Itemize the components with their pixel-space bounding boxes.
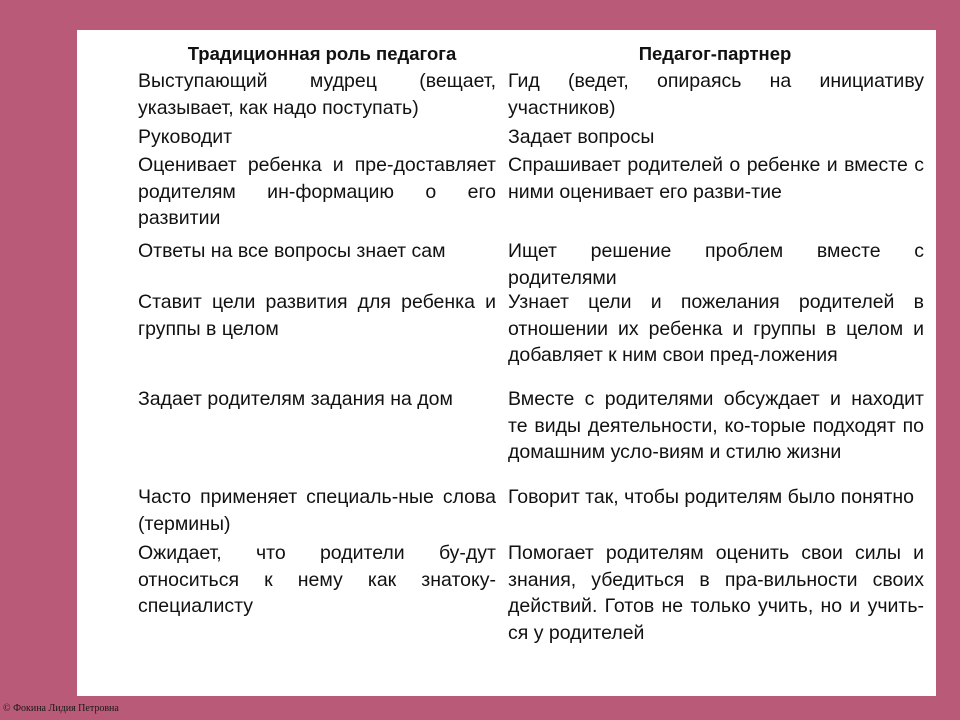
table-row [138, 238, 924, 289]
table-row [138, 289, 924, 386]
traditional-cell: Ожидает, что родители бу-дут относиться к нему как знатоку-специалисту [138, 542, 496, 617]
table-row [138, 152, 924, 238]
table-row [138, 386, 924, 484]
traditional-cell: Ставит цели развития для ребенка и группы в целом [138, 291, 496, 340]
traditional-cell: Оценивает ребенка и пре-доставляет родителям ин-формацию о его развитии [138, 154, 496, 229]
copyright-note: © Фокина Лидия Петровна [3, 703, 119, 714]
partner-cell: Говорит так, чтобы родителям было понятно [508, 486, 914, 508]
table-row [138, 484, 924, 540]
traditional-cell: Руководит [138, 126, 233, 148]
traditional-cell: Задает родителям задания на дом [138, 388, 453, 410]
partner-cell: Вместе с родителями обсуждает и находит те виды деятельности, ко-торые подходят по домашним усло-виям и стилю жизни [508, 388, 924, 463]
partner-cell: Помогает родителям оценить свои силы и знания, убедиться в пра-вильности своих действий. Готов не только учить, но и учить-ся у родителей [508, 542, 924, 644]
table-row [138, 124, 924, 152]
partner-cell: Узнает цели и пожелания родителей в отношении их ребенка и группы в целом и добавляет к ним свои пред-ложения [508, 291, 924, 366]
comparison-table [138, 40, 924, 644]
header-traditional-role: Традиционная роль педагога [187, 43, 457, 64]
header-partner-role: Педагог-партнер [638, 43, 792, 64]
traditional-cell: Часто применяет специаль-ные слова (термины) [138, 486, 496, 535]
partner-cell: Ищет решение проблем вместе с родителями [508, 240, 924, 289]
traditional-cell: Выступающий мудрец (вещает, указывает, как надо поступать) [138, 70, 496, 119]
partner-cell: Задает вопросы [508, 126, 655, 148]
table-header-row [138, 40, 924, 68]
table-row [138, 68, 924, 124]
traditional-cell: Ответы на все вопросы знает сам [138, 240, 446, 262]
table-row [138, 540, 924, 644]
partner-cell: Спрашивает родителей о ребенке и вместе с ними оценивает его разви-тие [508, 154, 924, 203]
partner-cell: Гид (ведет, опираясь на инициативу участников) [508, 70, 924, 119]
